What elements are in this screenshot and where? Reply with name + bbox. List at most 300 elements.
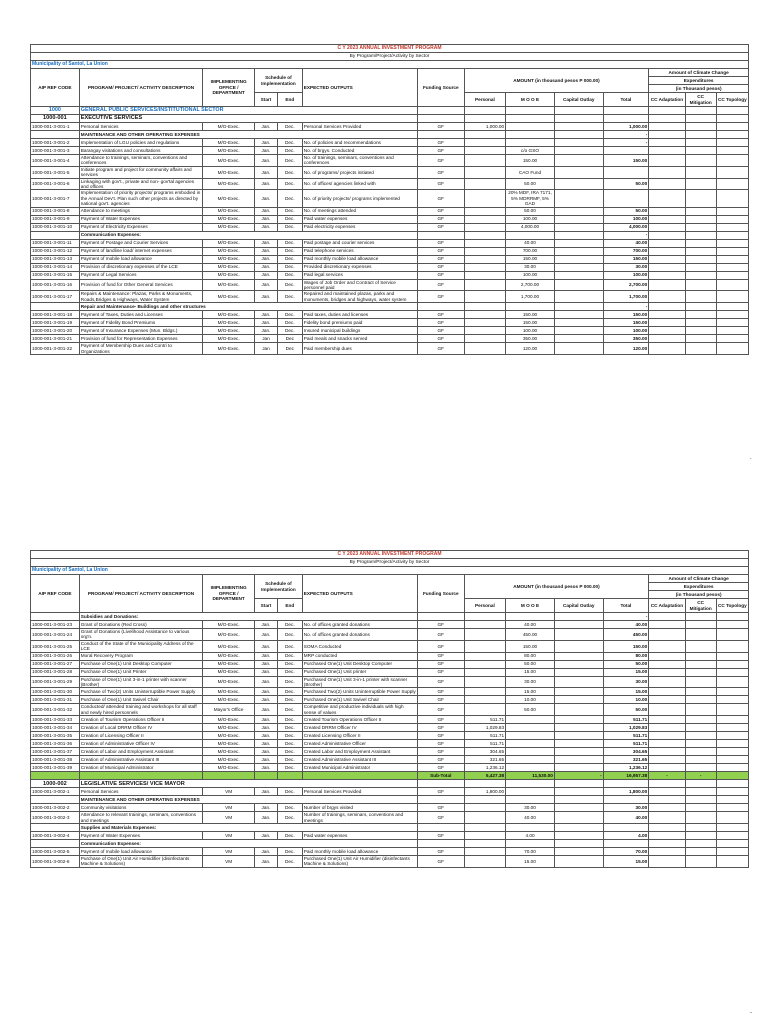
amount-personal	[464, 335, 506, 343]
empty-cell	[649, 812, 685, 824]
empty-cell	[649, 652, 685, 660]
amount-total: 100.00	[603, 271, 649, 279]
schedule-start: Jan.	[255, 724, 278, 732]
empty-cell	[506, 107, 555, 115]
schedule-start: Jan.	[255, 319, 278, 327]
amount-capital	[554, 640, 603, 652]
office-code: 1000-002	[31, 780, 80, 788]
amount-total: 150.00	[603, 155, 649, 167]
schedule-start: Jan	[255, 335, 278, 343]
empty-cell	[685, 812, 716, 824]
table-row	[31, 178, 749, 190]
amount-total: 50.00	[603, 660, 649, 668]
schedule-end: Dec	[277, 343, 302, 355]
amount-personal	[464, 652, 506, 660]
amount-mooe	[506, 732, 555, 740]
table-row	[31, 263, 749, 271]
amount-capital	[554, 856, 603, 868]
amount-mooe	[506, 139, 555, 147]
schedule-start: Jan.	[255, 804, 278, 812]
aip-ref-code: 1000-001-3-001-34	[31, 724, 80, 732]
empty-cell	[716, 629, 748, 641]
funding-source: GF	[417, 676, 464, 688]
expected-output: Paid membership dues	[302, 343, 417, 355]
aip-table-2	[30, 550, 749, 868]
implementing-office: M/O-Exec.	[203, 139, 255, 147]
empty-cell	[649, 696, 685, 704]
empty-cell	[716, 343, 748, 355]
program-description: Payment of Fidelity Bond Premiums	[79, 319, 202, 327]
empty-cell	[685, 327, 716, 335]
section-total	[603, 840, 649, 848]
implementing-office: M/O-Exec.	[203, 291, 255, 303]
expected-output: No. of trainings, seminars, conventions and conferences	[302, 155, 417, 167]
program-description: Payment of Insurance Expenses (Mun. Bldgs.)	[79, 327, 202, 335]
funding-source: GF	[417, 716, 464, 724]
aip-ref-code: 1000-001-3-001-16	[31, 279, 80, 291]
empty-cell	[649, 724, 685, 732]
funding-source: GF	[417, 688, 464, 696]
schedule-end: Dec.	[277, 668, 302, 676]
table-row	[31, 279, 749, 291]
subtotal-total: 16,957.38	[603, 772, 649, 780]
funding-source: GF	[417, 291, 464, 303]
amount-mooe	[506, 756, 555, 764]
empty-cell	[649, 327, 685, 335]
empty-cell	[506, 231, 555, 239]
amount-personal	[464, 291, 506, 303]
amount-personal	[464, 696, 506, 704]
expected-output: No. of offices/ agencies linked with	[302, 178, 417, 190]
empty-cell	[649, 716, 685, 724]
amount-personal	[464, 178, 506, 190]
table-row	[31, 640, 749, 652]
amount-mooe: 150.00	[506, 311, 555, 319]
implementing-office: M/O-Exec.	[203, 147, 255, 155]
empty-cell	[649, 319, 685, 327]
header-outputs: EXPECTED OUTPUTS	[302, 575, 417, 613]
header-cc-topology: CC Topology	[716, 599, 748, 613]
amount-personal	[464, 239, 506, 247]
aip-ref-code: 1000-001-3-001-31	[31, 696, 80, 704]
expected-output: SOMA Conducted	[302, 640, 417, 652]
empty-cell	[685, 660, 716, 668]
table-row	[31, 131, 749, 139]
aip-ref-code: 1000-001-3-001-14	[31, 263, 80, 271]
empty-cell	[464, 840, 506, 848]
funding-source: GF	[417, 812, 464, 824]
funding-source: GF	[417, 311, 464, 319]
amount-capital	[554, 279, 603, 291]
funding-source: GF	[417, 271, 464, 279]
empty-cell	[685, 263, 716, 271]
page-dot: .	[750, 455, 752, 461]
empty-cell	[685, 856, 716, 868]
funding-source: GF	[417, 319, 464, 327]
empty-cell	[649, 207, 685, 215]
amount-capital	[554, 335, 603, 343]
empty-cell	[417, 613, 464, 621]
aip-ref-code: 1000-001-3-002-3	[31, 812, 80, 824]
table-row	[31, 115, 749, 123]
expected-output: Created DRRM Officer IV	[302, 724, 417, 732]
page-dot: -	[750, 1010, 752, 1016]
implementing-office: M/O-Exec.	[203, 335, 255, 343]
amount-mooe: 4.00	[506, 832, 555, 840]
header-cc-adaptation: CC Adaptation	[649, 599, 685, 613]
amount-capital	[554, 343, 603, 355]
program-description: Provision of fund for Representation Expenses	[79, 335, 202, 343]
aip-ref-code: 1000-001-3-001-10	[31, 223, 80, 231]
section-label: MAINTENANCE AND OTHER OPERATING EXPENSES	[79, 131, 417, 139]
amount-capital	[554, 660, 603, 668]
header-outputs: EXPECTED OUTPUTS	[302, 69, 417, 107]
empty-cell	[649, 704, 685, 716]
empty-cell	[649, 115, 685, 123]
empty-cell	[649, 856, 685, 868]
amount-mooe: 150.00	[506, 255, 555, 263]
amount-personal	[464, 688, 506, 696]
implementing-office: M/O-Exec.	[203, 255, 255, 263]
empty-cell	[31, 796, 80, 804]
aip-ref-code: 1000-001-3-001-25	[31, 640, 80, 652]
amount-capital	[554, 621, 603, 629]
expected-output: MRP conducted	[302, 652, 417, 660]
empty-cell	[716, 131, 748, 139]
empty-cell	[716, 652, 748, 660]
aip-ref-code: 1000-001-3-001-4	[31, 155, 80, 167]
program-description: Implementation of priority projects/ programs embodied in the Annual Dev't. Plan such other projects as directed by national gov't. agencies	[79, 190, 202, 207]
office-code: 1000-001	[31, 115, 80, 123]
expected-output: Paid meals and snacks served	[302, 335, 417, 343]
empty-cell	[685, 704, 716, 716]
aip-ref-code: 1000-001-3-001-35	[31, 732, 80, 740]
funding-source: GF	[417, 255, 464, 263]
header-amount: AMOUNT (in thousand pesos P 000.00)	[464, 575, 649, 599]
amount-mooe: 30.00	[506, 676, 555, 688]
program-description: Provision of discretionary expenses of the LCE	[79, 263, 202, 271]
implementing-office: M/O-Exec.	[203, 263, 255, 271]
amount-personal	[464, 668, 506, 676]
empty-cell	[417, 780, 464, 788]
doc-subtitle: By Program/Project/Activity by Sector	[31, 53, 749, 61]
schedule-start: Jan.	[255, 166, 278, 178]
expected-output: No. of programs/ projects initiated	[302, 166, 417, 178]
empty-cell	[716, 231, 748, 239]
schedule-end: Dec.	[277, 640, 302, 652]
aip-table-1	[30, 44, 749, 355]
empty-cell	[649, 629, 685, 641]
table-row	[31, 824, 749, 832]
implementing-office: M/O-Exec.	[203, 319, 255, 327]
expected-output: No. of brgys. Conducted	[302, 147, 417, 155]
aip-ref-code: 1000-001-3-001-7	[31, 190, 80, 207]
amount-total: 150.00	[603, 255, 649, 263]
expected-output: Competitive and productive individuals with high sense of values	[302, 704, 417, 716]
amount-mooe: 120.00	[506, 343, 555, 355]
schedule-end: Dec.	[277, 696, 302, 704]
funding-source: GF	[417, 732, 464, 740]
program-description: Purchase of Two(2) Units Uninterruptible Power Supply	[79, 688, 202, 696]
expected-output: Paid postage and courier services	[302, 239, 417, 247]
amount-mooe: 50.00	[506, 207, 555, 215]
header-end: End	[277, 93, 302, 107]
amount-personal	[464, 629, 506, 641]
empty-cell	[506, 613, 555, 621]
table-row	[31, 796, 749, 804]
expected-output: No. of offices granted donations	[302, 629, 417, 641]
implementing-office: VM	[203, 832, 255, 840]
empty-cell	[649, 247, 685, 255]
funding-source: GF	[417, 215, 464, 223]
empty-cell	[716, 848, 748, 856]
empty-cell	[603, 115, 649, 123]
table-row	[31, 756, 749, 764]
expected-output: Insured municipal buildings	[302, 327, 417, 335]
table-row	[31, 688, 749, 696]
table-row	[31, 832, 749, 840]
schedule-end: Dec.	[277, 724, 302, 732]
empty-cell	[685, 319, 716, 327]
aip-ref-code: 1000-001-3-001-37	[31, 748, 80, 756]
amount-personal: 511.71	[464, 740, 506, 748]
schedule-start: Jan.	[255, 291, 278, 303]
amount-mooe: 100.00	[506, 327, 555, 335]
program-description: Creation of Labor and Employment Assistant	[79, 748, 202, 756]
amount-capital	[554, 629, 603, 641]
funding-source: GF	[417, 335, 464, 343]
schedule-start: Jan.	[255, 223, 278, 231]
schedule-end: Dec	[277, 335, 302, 343]
amount-total: 511.71	[603, 716, 649, 724]
aip-ref-code: 1000-001-3-001-20	[31, 327, 80, 335]
expected-output: Purchased One(1) Unit Swivel Chair	[302, 696, 417, 704]
empty-cell	[685, 840, 716, 848]
empty-cell	[716, 704, 748, 716]
empty-cell	[716, 840, 748, 848]
expected-output: Paid telephone services	[302, 247, 417, 255]
amount-personal	[464, 804, 506, 812]
expected-output: No. of policies and recommendations	[302, 139, 417, 147]
schedule-start: Jan.	[255, 652, 278, 660]
empty-cell	[649, 255, 685, 263]
table-row	[31, 848, 749, 856]
empty-cell	[31, 303, 80, 311]
empty-cell	[417, 115, 464, 123]
aip-page-2	[30, 550, 749, 868]
empty-cell	[31, 824, 80, 832]
empty-cell	[685, 796, 716, 804]
empty-cell	[417, 231, 464, 239]
amount-personal	[464, 676, 506, 688]
empty-cell	[554, 231, 603, 239]
amount-total: 321.65	[603, 756, 649, 764]
empty-cell	[716, 115, 748, 123]
aip-ref-code: 1000-001-3-001-15	[31, 271, 80, 279]
header-personal: Personal	[464, 599, 506, 613]
empty-cell	[649, 668, 685, 676]
expected-output: Purchased One(1) Unit Air Humidifier (disinfectants Machine & Solutions)	[302, 856, 417, 868]
empty-cell	[31, 231, 80, 239]
expected-output: Repaired and maintained plazas, parks and monuments, bridges and highways, water system	[302, 291, 417, 303]
empty-cell	[716, 247, 748, 255]
schedule-end: Dec.	[277, 621, 302, 629]
header-expenditures: Expenditures	[649, 77, 749, 85]
amount-mooe: 150.00	[506, 640, 555, 652]
amount-capital	[554, 652, 603, 660]
program-description: Provision of fund for Other General Services	[79, 279, 202, 291]
amount-total	[603, 166, 649, 178]
expected-output: Created Municipal Administrator	[302, 764, 417, 772]
section-label: Subsidies and Donations:	[79, 613, 417, 621]
empty-cell	[649, 621, 685, 629]
amount-personal	[464, 215, 506, 223]
empty-cell	[716, 155, 748, 167]
amount-capital	[554, 311, 603, 319]
empty-cell	[716, 732, 748, 740]
amount-personal	[464, 327, 506, 335]
table-row	[31, 613, 749, 621]
empty-cell	[685, 756, 716, 764]
empty-cell	[685, 688, 716, 696]
expected-output: Paid water expenses	[302, 215, 417, 223]
funding-source: GF	[417, 696, 464, 704]
schedule-end: Dec.	[277, 832, 302, 840]
schedule-end: Dec.	[277, 652, 302, 660]
subtotal-capital: -	[554, 772, 603, 780]
empty-cell	[649, 131, 685, 139]
table-row	[31, 303, 749, 311]
schedule-end: Dec.	[277, 676, 302, 688]
table-row	[31, 840, 749, 848]
amount-capital	[554, 155, 603, 167]
amount-total: 4,000.00	[603, 223, 649, 231]
amount-mooe	[506, 748, 555, 756]
empty-cell	[255, 772, 278, 780]
empty-cell	[277, 772, 302, 780]
aip-ref-code: 1000-001-3-001-9	[31, 215, 80, 223]
program-description: Personal Services	[79, 123, 202, 131]
empty-cell	[649, 231, 685, 239]
subtotal-mooe: 11,530.00	[506, 772, 555, 780]
funding-source: GF	[417, 263, 464, 271]
empty-cell	[506, 780, 555, 788]
program-description: Purchase of One(1) Unit Air Humidifier (disinfectants Machine & Solutions)	[79, 856, 202, 868]
empty-cell	[554, 131, 603, 139]
schedule-end: Dec.	[277, 756, 302, 764]
program-description: Grant of Donations (Livelihood Assistance to various org'n.	[79, 629, 202, 641]
empty-cell	[685, 652, 716, 660]
schedule-start: Jan.	[255, 732, 278, 740]
program-description: Grant of Donations (Red Cross)	[79, 621, 202, 629]
empty-cell	[79, 772, 202, 780]
amount-capital	[554, 804, 603, 812]
empty-cell	[685, 247, 716, 255]
amount-personal	[464, 155, 506, 167]
amount-capital	[554, 327, 603, 335]
table-row	[31, 740, 749, 748]
empty-cell	[649, 239, 685, 247]
program-description: Creation of Licensing Officer II	[79, 732, 202, 740]
empty-cell	[716, 166, 748, 178]
schedule-end: Dec.	[277, 319, 302, 327]
empty-cell	[649, 107, 685, 115]
amount-total: 2,700.00	[603, 279, 649, 291]
schedule-start: Jan.	[255, 327, 278, 335]
amount-mooe: 40.00	[506, 621, 555, 629]
empty-cell	[716, 613, 748, 621]
schedule-start: Jan.	[255, 139, 278, 147]
implementing-office: M/O-Exec.	[203, 740, 255, 748]
amount-total: 1,236.12	[603, 764, 649, 772]
empty-cell	[506, 131, 555, 139]
empty-cell	[716, 788, 748, 796]
expected-output: Paid legal services	[302, 271, 417, 279]
empty-cell	[603, 107, 649, 115]
amount-capital	[554, 247, 603, 255]
empty-cell	[649, 271, 685, 279]
empty-cell	[417, 303, 464, 311]
empty-cell	[716, 856, 748, 868]
empty-cell	[649, 804, 685, 812]
empty-cell	[685, 804, 716, 812]
schedule-end: Dec.	[277, 215, 302, 223]
expected-output: Paid monthly mobile load allowance	[302, 848, 417, 856]
implementing-office: M/O-Exec.	[203, 652, 255, 660]
amount-total: 100.00	[603, 215, 649, 223]
amount-total: 150.00	[603, 640, 649, 652]
amount-total: 50.00	[603, 207, 649, 215]
empty-cell	[685, 832, 716, 840]
schedule-end: Dec.	[277, 239, 302, 247]
funding-source: GF	[417, 166, 464, 178]
empty-cell	[649, 788, 685, 796]
empty-cell	[506, 796, 555, 804]
program-description: Payment of Taxes, Duties and Licenses	[79, 311, 202, 319]
empty-cell	[464, 796, 506, 804]
program-description: Attendance to trainings, seminars, conventions and conferences	[79, 155, 202, 167]
empty-cell	[417, 840, 464, 848]
implementing-office: M/O-Exec.	[203, 621, 255, 629]
empty-cell	[716, 676, 748, 688]
empty-cell	[649, 178, 685, 190]
amount-total: 700.00	[603, 247, 649, 255]
empty-cell	[685, 303, 716, 311]
aip-ref-code: 1000-001-3-001-29	[31, 676, 80, 688]
table-row	[31, 724, 749, 732]
amount-personal: 321.65	[464, 756, 506, 764]
amount-mooe: 100.00	[506, 271, 555, 279]
empty-cell	[685, 343, 716, 355]
implementing-office: M/O-Exec.	[203, 696, 255, 704]
amount-capital	[554, 740, 603, 748]
amount-capital	[554, 291, 603, 303]
empty-cell	[506, 840, 555, 848]
amount-personal	[464, 255, 506, 263]
empty-cell	[716, 756, 748, 764]
schedule-start: Jan.	[255, 311, 278, 319]
header-aip-ref: AIP REF CODE	[31, 575, 80, 613]
funding-source: GF	[417, 804, 464, 812]
header-cc-mitigation: CC Mitigation	[685, 599, 716, 613]
program-description: Purchase of One(1) Unit Desktop Computer	[79, 660, 202, 668]
header-start: Start	[255, 599, 278, 613]
table-row	[31, 856, 749, 868]
amount-capital	[554, 748, 603, 756]
amount-mooe: CAO Fund	[506, 166, 555, 178]
program-description: Attendance to relevant trainings, seminars, conventions and meetings	[79, 812, 202, 824]
schedule-start: Jan.	[255, 716, 278, 724]
